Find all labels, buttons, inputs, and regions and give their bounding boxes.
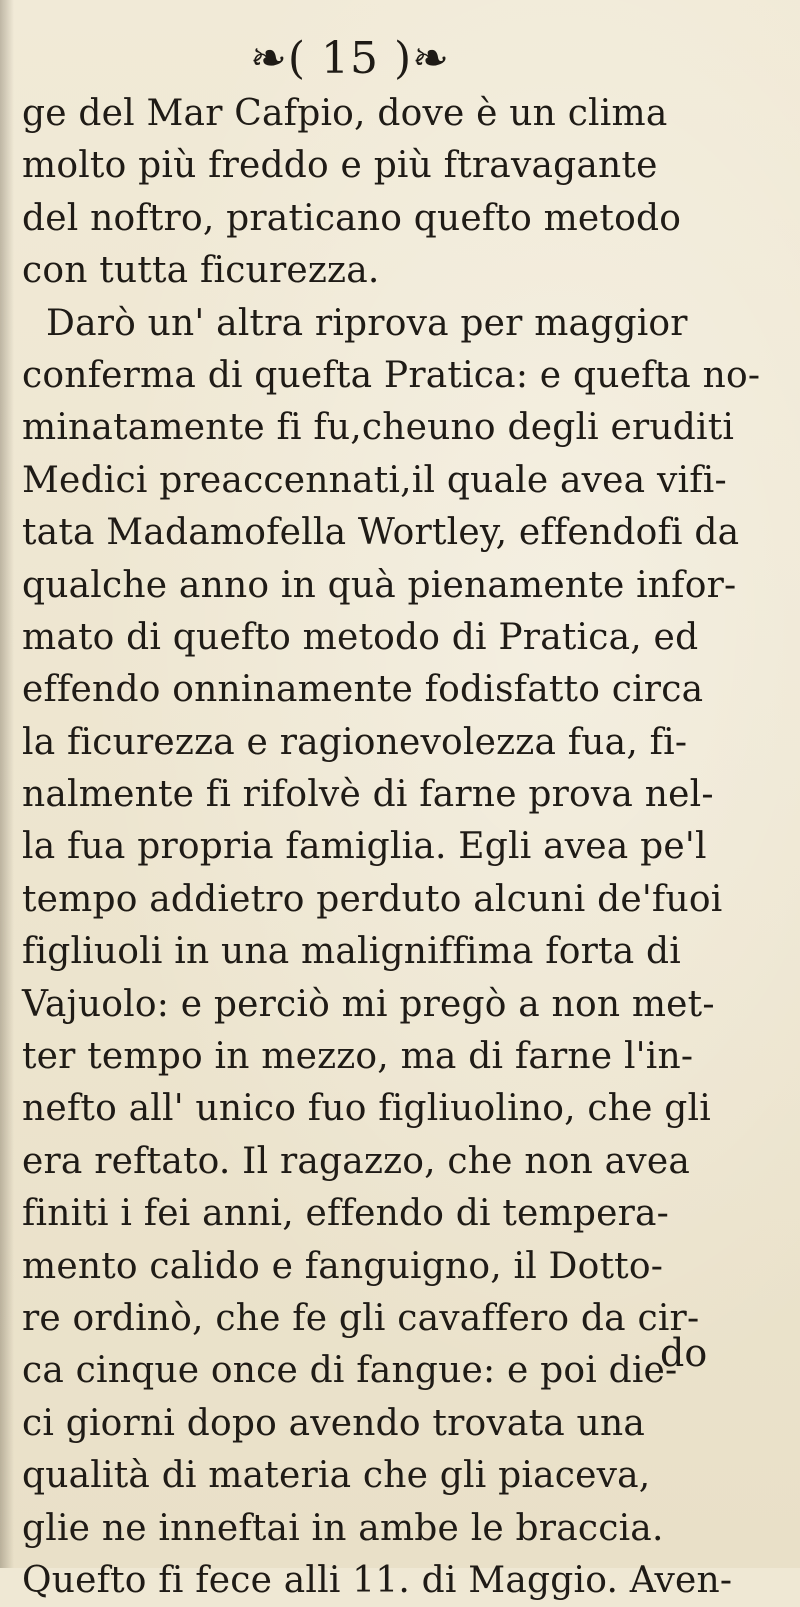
- text-line: glie ne inneftai in ambe le braccia.: [22, 1507, 664, 1549]
- text-line: figliuoli in una maligniffima forta di: [22, 931, 681, 973]
- catchword: do: [660, 1331, 708, 1375]
- text-line: effendo onninamente fodisfatto circa: [22, 669, 704, 711]
- text-line: ci giorni dopo avendo trovata una: [22, 1402, 645, 1444]
- text-line: Vajuolo: e perciò mi pregò a non met-: [22, 983, 715, 1025]
- text-line: finiti i fei anni, effendo di tempera-: [22, 1193, 670, 1235]
- text-line: conferma di quefta Pratica: e quefta no-: [22, 354, 761, 396]
- text-line: con tutta ficurezza.: [22, 250, 380, 292]
- text-line: era reftato. Il ragazzo, che non avea: [22, 1140, 690, 1182]
- page-gutter-shadow: [0, 0, 14, 1568]
- text-line: Quefto fi fece alli 11. di Maggio. Aven-: [22, 1559, 733, 1601]
- text-line: Darò un' altra riprova per maggior: [46, 302, 688, 344]
- text-line: tata Madamofella Wortley, effendofi da: [22, 512, 740, 554]
- text-line: del noftro, praticano quefto metodo: [22, 197, 682, 239]
- text-line: mato di quefto metodo di Pratica, ed: [22, 616, 699, 658]
- text-line: re ordinò, che fe gli cavaffero da cir-: [22, 1297, 700, 1339]
- body-text: [22, 88, 792, 1607]
- text-line: ge del Mar Cafpio, dove è un clima: [22, 93, 668, 134]
- text-line: Medici preaccennati,il quale avea vifi-: [22, 459, 727, 501]
- text-line: la fua propria famiglia. Egli avea pe'l: [22, 826, 707, 868]
- text-line: minatamente fi fu,cheuno degli eruditi: [22, 407, 735, 449]
- text-line: qualche anno in quà pienamente infor-: [22, 564, 737, 606]
- text-line: nefto all' unico fuo figliuolino, che gli: [22, 1088, 711, 1130]
- text-line: nalmente fi rifolvè di farne prova nel-: [22, 774, 714, 816]
- text-line: qualità di materia che gli piaceva,: [22, 1455, 651, 1497]
- text-line: mento calido e fanguigno, il Dotto-: [22, 1245, 664, 1287]
- text-line: tempo addietro perduto alcuni de'fuoi: [22, 878, 723, 920]
- text-line: la ficurezza e ragionevolezza fua, fi-: [22, 721, 688, 763]
- text-line: ca cinque once di fangue: e poi die-: [22, 1350, 678, 1392]
- text-line: molto più freddo e più ftravagante: [22, 145, 658, 187]
- text-line: ter tempo in mezzo, ma di farne l'in-: [22, 1036, 694, 1078]
- page-number-header: ❧( 15 )❧: [250, 33, 451, 84]
